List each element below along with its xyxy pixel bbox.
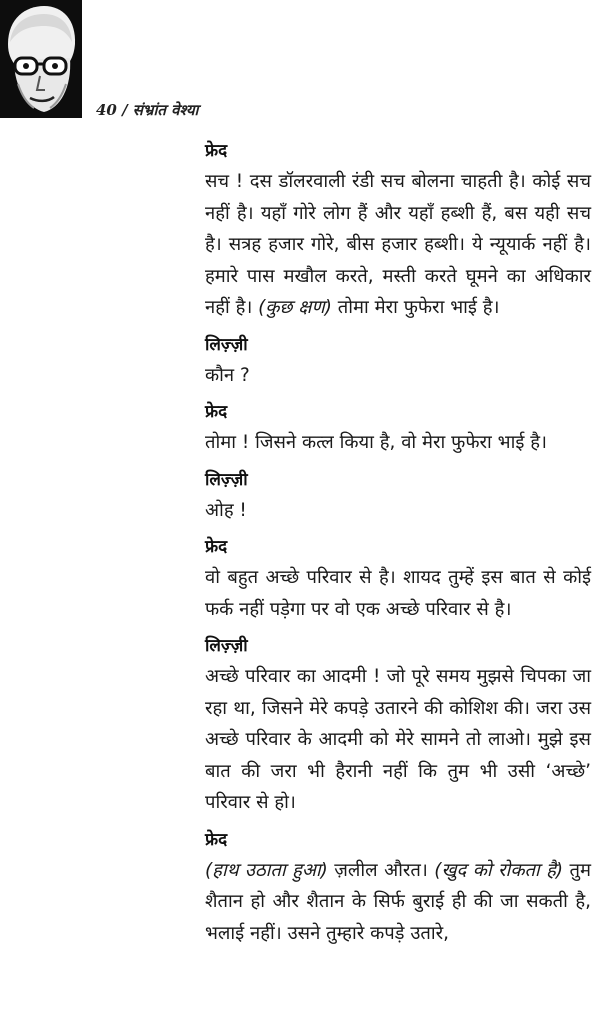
speech-text — [205, 855, 591, 950]
speaker-name: लिज़्ज़ी — [205, 636, 248, 656]
stage-direction: (हाथ उठाता हुआ) — [205, 859, 328, 881]
speech-segment: कौन ? — [205, 364, 250, 386]
speech-text — [205, 495, 591, 527]
speech-segment: तुम शैतान हो और शैतान के सिर्फ बुराई ही की जा सकती है, भलाई नहीं। उसने तुम्हारे कपड़े उतारे, — [205, 859, 591, 944]
running-head: 40 / संभ्रांत वेश्या — [96, 101, 199, 119]
speech-text — [205, 360, 591, 392]
speech-segment: ज़लील औरत। — [327, 859, 435, 881]
speaker-name: फ्रेद — [205, 402, 228, 422]
speech-segment: ओह ! — [205, 499, 247, 521]
speaker-name: फ्रेद — [205, 829, 228, 850]
speech-segment: सच ! दस डॉलरवाली रंडी सच बोलना चाहती है। कोई सच नहीं है। यहाँ गोरे लोग हैं और यहाँ हब्शी हैं, बस यही सच है। सत्रह हजार गोरे, बीस हजार हब्शी। ये न्यूयार्क नहीं है। हमारे पास मखौल करते, मस्ती करते घूमने का अधिकार नहीं है। — [205, 171, 591, 318]
speech-segment: तोमा ! जिसने कत्ल किया है, वो मेरा फुफेरा भाई है। — [205, 432, 547, 453]
speech-segment: अच्छे परिवार का आदमी ! जो पूरे समय मुझसे चिपका जा रहा था, जिसने मेरे कपड़े उतारने की कोशिश की। जरा उस अच्छे परिवार के आदमी को मेरे सामने तो लाओ। मुझे इस बात की जरा भी हैरानी नहीं कि तुम भी उसी ‘अच्छे’ परिवार से हो। — [205, 666, 591, 813]
speech-segment: वो बहुत अच्छे परिवार से है। शायद तुम्हें इस बात से कोई फर्क नहीं पड़ेगा पर वो एक अच्छे परिवार से है। — [205, 567, 591, 620]
speech-text — [205, 562, 591, 625]
speaker-name: लिज़्ज़ी — [205, 469, 248, 490]
speaker-name: लिज़्ज़ी — [205, 334, 248, 355]
author-portrait-image — [0, 0, 82, 118]
speaker-name: फ्रेद — [205, 141, 228, 161]
speaker-name: फ्रेद — [205, 537, 228, 557]
speech-text — [205, 427, 591, 459]
speech-segment: तोमा मेरा फुफेरा भाई है। — [331, 297, 500, 318]
stage-direction: (खुद को रोकता है) — [434, 859, 564, 881]
play-dialogue — [205, 140, 591, 959]
stage-direction: (कुछ क्षण) — [258, 297, 332, 318]
speech-text — [205, 661, 591, 819]
speech-text — [205, 166, 591, 324]
author-portrait — [0, 0, 82, 118]
